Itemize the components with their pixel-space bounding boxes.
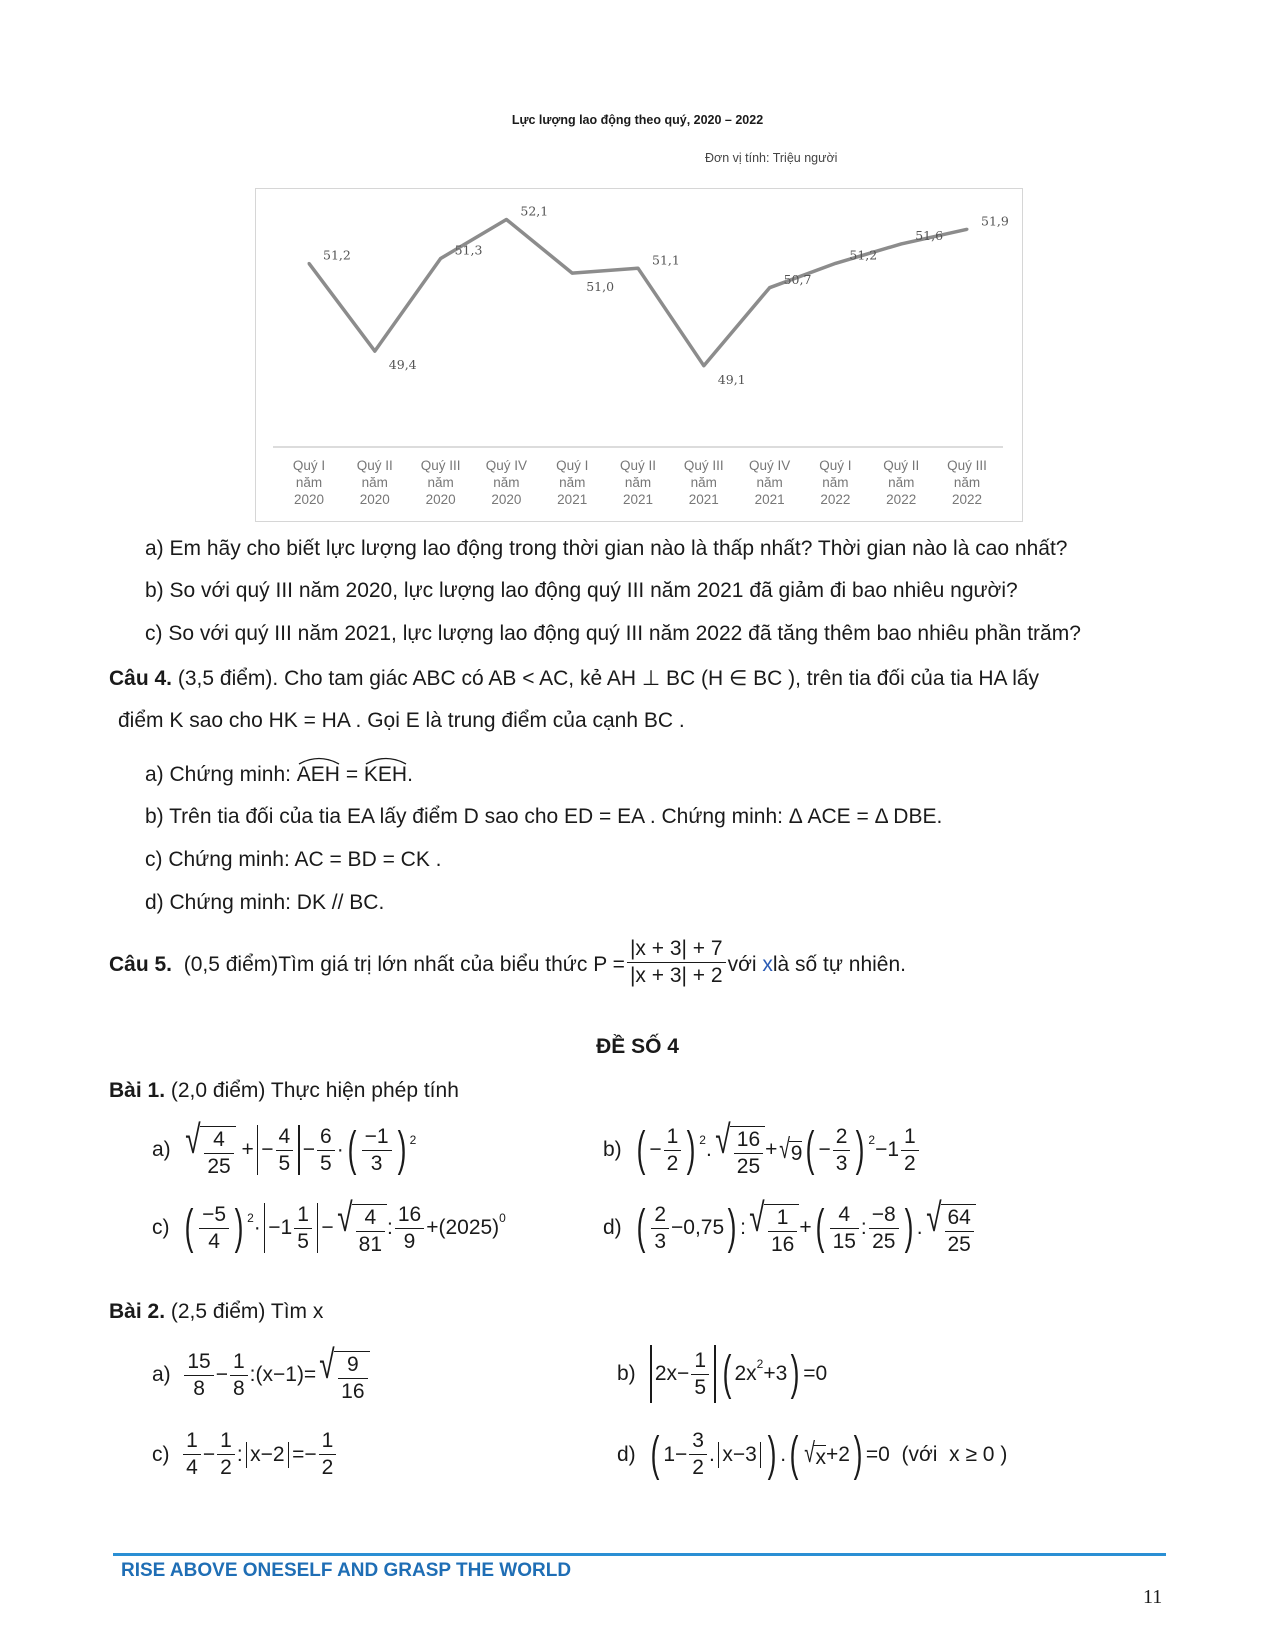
data-label: 51,3 [454, 242, 483, 258]
q5-numerator: |x + 3| + 7 [627, 936, 726, 963]
category-label: năm [756, 475, 783, 490]
q5-label: Câu 5. [109, 952, 173, 976]
data-point [768, 286, 771, 289]
category-label: Quý IV [748, 458, 791, 473]
category-label: Quý II [356, 458, 393, 473]
category-label: 2020 [359, 492, 390, 507]
category-label: năm [624, 475, 652, 490]
category-label: 2021 [754, 492, 785, 507]
q3-part-a: a) Em hãy cho biết lực lượng lao động trong thời gian nào là thấp nhất? Thời gian nào là cao nhất? [145, 537, 1068, 560]
category-label: năm [822, 475, 849, 490]
q5-suffix: là số tự nhiên. [772, 952, 906, 976]
category-label: năm [427, 475, 454, 490]
q4-label: Câu 4. [109, 667, 173, 690]
category-label: năm [690, 475, 717, 490]
bai1-text: (2,0 điểm) Thực hiện phép tính [170, 1079, 459, 1102]
data-label: 51,2 [849, 247, 878, 263]
q3-part-b: b) So với quý III năm 2020, lực lượng lao động quý III năm 2021 đã giảm đi bao nhiêu người? [145, 579, 1018, 602]
category-label: Quý III [420, 458, 461, 473]
angle-arc-icon [364, 755, 408, 765]
data-point [834, 262, 837, 265]
q4-a-eq: = [339, 763, 364, 786]
line-chart [0, 0, 1275, 530]
q5-var: x [762, 952, 773, 976]
category-label: 2022 [951, 492, 983, 507]
angle-aeh [297, 763, 340, 786]
bai2-expr-b: b) 2x− $\frac{1}{5}$ ( 2x $^2$ +3 ) =0 [617, 1345, 827, 1403]
data-label: 49,1 [717, 371, 746, 387]
angle-keh-text: KEH [363, 763, 408, 786]
category-label: năm [559, 475, 586, 490]
footer-rule [113, 1553, 1166, 1556]
q5-mid: với [727, 952, 757, 976]
category-label: 2022 [886, 492, 917, 507]
q4-a-prefix: a) Chứng minh: [145, 763, 297, 786]
category-label: năm [361, 475, 388, 490]
category-label: Quý I [292, 458, 326, 473]
data-point [505, 218, 508, 221]
data-point [439, 257, 442, 260]
chart-unit: Đơn vị tính: Triệu người [705, 151, 838, 165]
q3-part-c: c) So với quý III năm 2021, lực lượng lao động quý III năm 2022 đã tăng thêm bao nhiêu phần trăm? [145, 622, 1081, 645]
bai1-expr-a: a) √ $\frac{4}{25}$ + − $\frac{4}{5}$ − $\frac{6}{5}$ · ( $\frac{-1}{3}$ ) $^2$ [152, 1118, 417, 1178]
data-label: 51,2 [323, 247, 351, 263]
q4-part-b: b) Trên tia đối của tia EA lấy điểm D sao cho ED = EA . Chứng minh: Δ ACE = Δ DBE. [145, 805, 943, 828]
bai1-expr-b: b) ( − $\frac{1}{2}$ ) $^2$ . √ $\frac{16}{25}$ + √ 9 ( − $\frac{2}{3}$ ) $^2$ −1 $\frac{1}{2}$ [603, 1120, 921, 1180]
bai1-label: Bài 1. [109, 1079, 166, 1102]
q4-intro [109, 665, 1039, 693]
data-point [373, 350, 376, 353]
bai2-expr-c: c) $\frac{1}{4}$ − $\frac{1}{2}$ : x−2 =− $\frac{1}{2}$ [152, 1428, 338, 1481]
exam-heading: ĐỀ SỐ 4 [596, 1035, 679, 1058]
category-label: 2021 [622, 492, 654, 507]
category-label: năm [953, 475, 981, 490]
category-label: Quý II [883, 458, 920, 473]
data-point [308, 262, 311, 265]
angle-keh [364, 763, 407, 786]
bai2-header [109, 1298, 323, 1326]
bai1-expr-d: d) ( $\frac{2}{3}$ −0,75 ) : √ $\frac{1}{16}$ + ( $\frac{4}{15}$ : $\frac{-8}{25}$ ) . √ $\frac{64}{25}$ [603, 1198, 976, 1258]
category-label: 2022 [820, 492, 851, 507]
chart-title: Lực lượng lao động theo quý, 2020 – 2022 [511, 113, 764, 127]
data-point [900, 242, 903, 245]
category-label: Quý III [947, 458, 987, 473]
q5-denominator: |x + 3| + 2 [629, 964, 723, 987]
q5 [109, 937, 906, 989]
category-label: Quý I [819, 458, 852, 473]
data-label: 51,6 [915, 227, 944, 243]
q4-line1: (3,5 điểm). Cho tam giác ABC có AB < AC, kẻ AH ⊥ BC (H ∈ BC ), trên tia đối của tia HA lấy [177, 667, 1040, 690]
series-line [309, 220, 967, 366]
category-label: Quý III [683, 458, 724, 473]
q5-fraction [627, 936, 726, 989]
bai2-expr-d: d) ( 1− $\frac{3}{2}$ . x−3 ) . ( √ x +2 ) =0 (với x ≥ 0 ) [617, 1427, 1008, 1481]
data-point [966, 228, 969, 231]
data-point [571, 272, 574, 275]
q4-part-a [145, 761, 413, 789]
q4-part-c: c) Chứng minh: AC = BD = CK . [145, 848, 442, 871]
bai1-header [109, 1077, 459, 1105]
category-label: 2020 [425, 492, 456, 507]
angle-arc-icon [297, 755, 341, 765]
q5-prefix: (0,5 điểm)Tìm giá trị lớn nhất của biểu thức P = [183, 952, 625, 976]
category-label: năm [493, 475, 520, 490]
category-label: 2021 [557, 492, 588, 507]
data-point [637, 267, 640, 270]
bai2-label: Bài 2. [109, 1300, 166, 1323]
category-label: năm [295, 475, 323, 490]
q4-a-end: . [407, 763, 413, 786]
angle-aeh-text: AEH [296, 763, 340, 786]
bai1-expr-c: c) ( $\frac{-5}{4}$ ) $^2$ · −1 $\frac{1}{5}$ − √ $\frac{4}{81}$ : $\frac{16}{9}$ +(2025) $^0$ [152, 1196, 506, 1256]
category-label: Quý IV [485, 458, 528, 473]
category-label: Quý II [619, 458, 657, 473]
category-label: 2020 [293, 492, 325, 507]
data-label: 51,1 [652, 252, 680, 268]
data-label: 50,7 [783, 271, 812, 287]
q4-line2: điểm K sao cho HK = HA . Gọi E là trung điểm của cạnh BC . [118, 709, 685, 732]
data-label: 51,0 [586, 279, 615, 295]
page-number: 11 [1143, 1586, 1163, 1608]
category-label: Quý I [556, 458, 589, 473]
data-label: 49,4 [388, 357, 417, 373]
category-label: năm [888, 475, 915, 490]
footer-slogan: RISE ABOVE ONESELF AND GRASP THE WORLD [121, 1560, 572, 1581]
q4-part-d: d) Chứng minh: DK // BC. [145, 891, 385, 914]
bai2-text: (2,5 điểm) Tìm x [170, 1300, 324, 1323]
bai2-expr-a: a) $\frac{15}{8}$ − $\frac{1}{8}$ :(x−1)= √ $\frac{9}{16}$ [152, 1345, 370, 1405]
data-label: 51,9 [981, 213, 1009, 229]
category-label: 2020 [491, 492, 522, 507]
data-point [702, 364, 705, 367]
category-label: 2021 [688, 492, 719, 507]
data-label: 52,1 [520, 203, 549, 219]
